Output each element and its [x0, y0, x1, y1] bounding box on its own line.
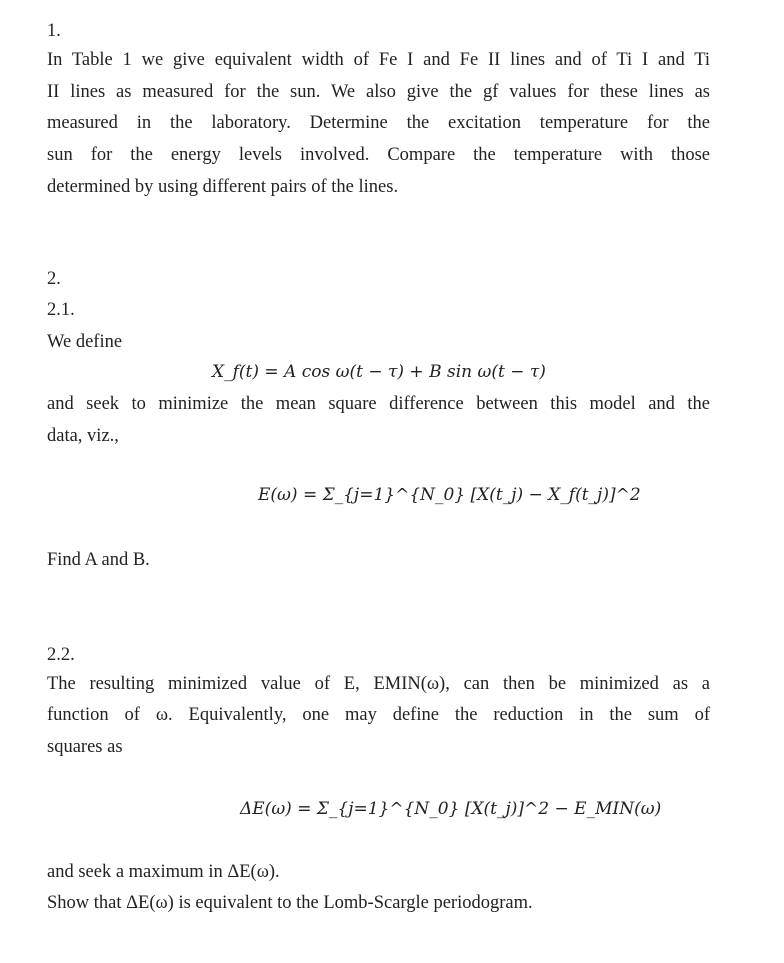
equation-1-text: X_f(t) = A cos ω(t − τ) + B sin ω(t − τ) [212, 362, 546, 382]
subsection-2-1-intro: We define [47, 332, 123, 352]
section-1-number: 1. [47, 21, 61, 41]
equation-3-text: ΔE(ω) = Σ_{j=1}^{N_0} [X(t_j)]^2 − E_MIN(ω) [240, 799, 662, 819]
subsection-2-1-after-line-2: data, viz., [47, 426, 119, 446]
section-1-line-2: II lines as measured for the sun. We also give the gf values for these lines as [47, 82, 710, 102]
section-1-line-1: In Table 1 we give equivalent width of Fe I and Fe II lines and of Ti I and Ti [47, 50, 710, 70]
equation-2 [258, 461, 641, 531]
section-2-number: 2. [47, 269, 61, 289]
section-1-line-4: sun for the energy levels involved. Compare the temperature with those [47, 145, 710, 165]
subsection-2-2-line-2: function of ω. Equivalently, one may define the reduction in the sum of [47, 705, 710, 725]
subsection-2-1-question: Find A and B. [47, 550, 150, 570]
subsection-2-2-line-3: squares as [47, 737, 123, 757]
subsection-2-2-after-line-2: Show that ΔE(ω) is equivalent to the Lomb-Scargle periodogram. [47, 893, 533, 913]
equation-3 [240, 773, 662, 843]
equation-2-text: E(ω) = Σ_{j=1}^{N_0} [X(t_j) − X_f(t_j)]^2 [258, 485, 641, 505]
section-1-line-5: determined by using different pairs of the lines. [47, 177, 399, 197]
subsection-2-2-after-line-1: and seek a maximum in ΔE(ω). [47, 862, 280, 882]
subsection-2-2-number: 2.2. [47, 645, 75, 665]
subsection-2-1-number: 2.1. [47, 300, 75, 320]
section-1-line-3: measured in the laboratory. Determine the excitation temperature for the [47, 113, 710, 133]
subsection-2-1-after-line-1: and seek to minimize the mean square difference between this model and the [47, 394, 710, 414]
subsection-2-2-line-1: The resulting minimized value of E, EMIN(ω), can then be minimized as a [47, 674, 710, 694]
equation-1 [212, 362, 546, 382]
